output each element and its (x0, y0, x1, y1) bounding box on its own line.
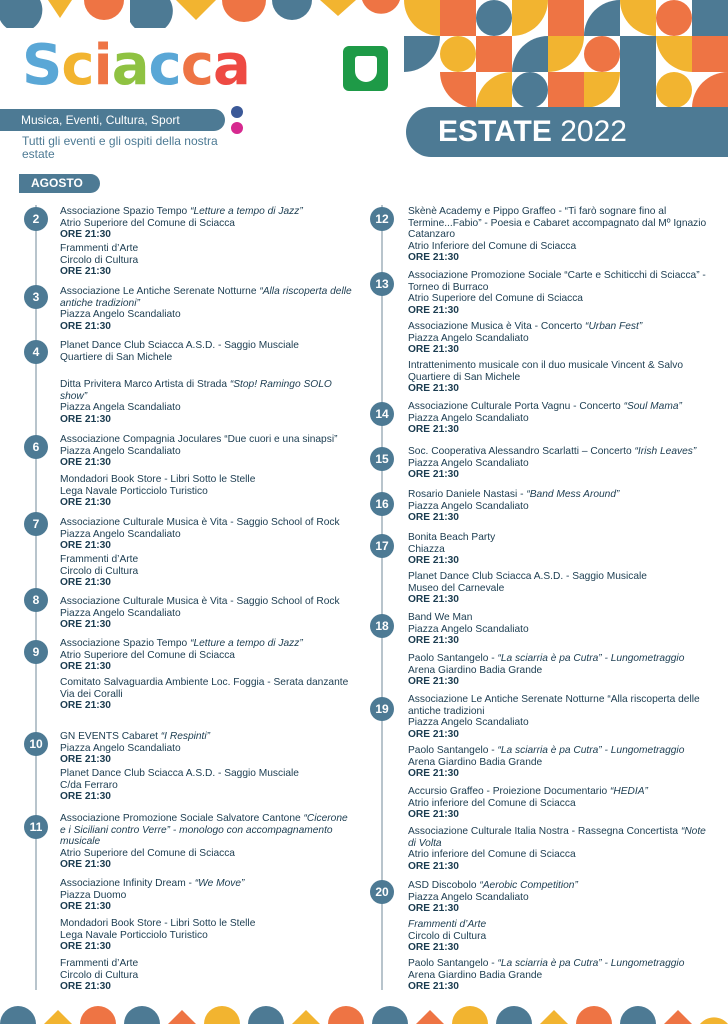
event-title-text: Mondadori Book Store - Libri Sotto le Stelle (60, 474, 256, 485)
event-item (408, 206, 713, 264)
event-title-text: Paolo Santangelo - (408, 745, 498, 756)
event-title (408, 826, 713, 849)
event-location: Atrio Superiore del Comune di Sciacca (408, 293, 583, 305)
event-location: Atrio Superiore del Comune di Sciacca (60, 217, 235, 229)
instagram-icon[interactable] (231, 122, 243, 134)
logo-letter: c (180, 33, 213, 98)
decorative-pattern-top (0, 0, 400, 28)
event-title-italic: “Letture a tempo di Jazz” (190, 206, 303, 217)
event-time: ORE 21:30 (408, 809, 459, 821)
event-item (408, 826, 713, 872)
sciacca-logo (22, 33, 250, 98)
event-time: ORE 21:30 (60, 540, 111, 552)
event-item (60, 206, 355, 241)
event-location: Atrio Superiore del Comune di Sciacca (60, 649, 235, 661)
event-location: Piazza Angelo Scandaliato (60, 607, 181, 619)
event-time: ORE 21:30 (60, 700, 111, 712)
event-title (408, 919, 713, 931)
event-item (60, 677, 355, 712)
event-title-text: Frammenti d’Arte (60, 554, 139, 565)
event-item (408, 745, 713, 780)
day-badge: 2 (24, 207, 48, 231)
event-item (408, 919, 713, 954)
event-title-text: Frammenti d’Arte (60, 243, 139, 254)
event-title (60, 554, 355, 566)
event-location: Via dei Coralli (60, 688, 123, 700)
event-title-text: Accursio Graffeo - Proiezione Documentario (408, 786, 610, 797)
event-item (408, 532, 713, 567)
event-time: ORE 21:30 (60, 266, 111, 278)
event-title (60, 638, 355, 650)
event-title (408, 745, 713, 757)
event-title-text: Associazione Infinity Dream - (60, 878, 195, 889)
event-title (60, 206, 355, 218)
tagline: Musica, Eventi, Cultura, Sport (0, 109, 225, 131)
event-location: Piazza Angelo Scandaliato (408, 717, 529, 729)
event-item (60, 596, 355, 631)
event-item (408, 612, 713, 647)
event-item (60, 243, 355, 278)
event-item (408, 880, 713, 915)
event-item (60, 918, 355, 953)
event-title-text: Paolo Santangelo - (408, 958, 498, 969)
event-title (60, 813, 355, 848)
event-time: ORE 21:30 (60, 661, 111, 673)
day-badge: 10 (24, 732, 48, 756)
event-title (60, 434, 355, 446)
event-title-text: ASD Discobolo (408, 880, 480, 891)
event-title-text: Associazione Promozione Sociale Salvatore Cantone (60, 813, 304, 824)
event-title (60, 768, 355, 780)
event-title-italic: “Alla riscoperta delle antiche tradizioni” (60, 286, 352, 309)
event-location: Atrio Inferiore del Comune di Sciacca (408, 240, 577, 252)
event-title (408, 489, 713, 501)
event-item (60, 554, 355, 589)
event-title (408, 786, 713, 798)
event-title-text: Associazione Compagnia Joculares “Due cuori e una sinapsi” (60, 434, 338, 445)
event-time: ORE 21:30 (408, 555, 459, 567)
estate-word: ESTATE (438, 115, 552, 148)
event-time: ORE 21:30 (408, 981, 459, 993)
logo-letter: i (93, 33, 112, 98)
event-time: ORE 21:30 (408, 304, 459, 316)
event-time: ORE 21:30 (408, 469, 459, 481)
event-title-text: Planet Dance Club Sciacca A.S.D. - Saggio Musciale (60, 768, 299, 779)
day-badge: 7 (24, 512, 48, 536)
event-title (408, 360, 713, 372)
event-title-italic: “Letture a tempo di Jazz” (190, 638, 303, 649)
event-title (60, 286, 355, 309)
event-title-text: Mondadori Book Store - Libri Sotto le Stelle (60, 918, 256, 929)
day-badge: 14 (370, 402, 394, 426)
event-time: ORE 21:30 (60, 457, 111, 469)
estate-banner (406, 107, 728, 157)
event-title-text: GN EVENTS Cabaret (60, 731, 161, 742)
event-title (408, 571, 713, 583)
decorative-pattern-bottom (0, 1006, 728, 1024)
logo-letter: S (22, 33, 62, 98)
event-item (60, 638, 355, 673)
event-item (60, 731, 355, 766)
event-item (408, 958, 713, 993)
day-badge: 3 (24, 285, 48, 309)
event-title (408, 532, 713, 544)
event-item (408, 653, 713, 688)
event-title-text: Soc. Cooperativa Alessandro Scarlatti – Concerto (408, 446, 635, 457)
event-item (408, 321, 713, 356)
event-location: Quartiere di San Michele (408, 371, 521, 383)
event-item (60, 517, 355, 552)
day-badge: 12 (370, 207, 394, 231)
event-title-italic: “We Move” (194, 878, 245, 889)
event-title-text: Associazione Promozione Sociale “Carte e Schiticchi di Sciacca” - Torneo di Burraco (408, 270, 706, 293)
event-title (408, 653, 713, 665)
day-badge: 6 (24, 435, 48, 459)
month-label: AGOSTO (19, 174, 100, 193)
event-title-italic: “Aerobic Competition” (479, 880, 578, 891)
event-time: ORE 21:30 (60, 901, 111, 913)
event-title-text: Associazione Le Antiche Serenate Notturne “Alla riscoperta delle antiche tradizioni (408, 694, 700, 717)
subtitle: Tutti gli eventi e gli ospiti della nostra estate (22, 134, 218, 161)
event-time: ORE 21:30 (60, 619, 111, 631)
event-location: C/da Ferraro (60, 779, 118, 791)
event-title-text: Associazione Culturale Porta Vagnu - Concerto (408, 401, 624, 412)
event-title-italic: “Soul Mama” (623, 401, 682, 412)
event-location: Piazza Angelo Scandaliato (408, 623, 529, 635)
event-title-text: Frammenti d’Arte (60, 958, 139, 969)
event-location: Quartiere di San Michele (60, 351, 173, 363)
event-item (60, 286, 355, 332)
event-title-text: Band We Man (408, 612, 473, 623)
event-time: ORE 21:30 (60, 577, 111, 589)
event-time: ORE 21:30 (60, 754, 111, 766)
event-title (408, 401, 713, 413)
day-badge: 11 (24, 815, 48, 839)
event-title-italic: “La sciarria è pa Cutra” - Lungometraggio (497, 958, 685, 969)
event-item (408, 401, 713, 436)
event-item (408, 571, 713, 606)
event-item (408, 360, 713, 395)
event-title (60, 474, 355, 486)
event-item (60, 958, 355, 993)
event-title (60, 731, 355, 743)
event-time: ORE 21:30 (408, 594, 459, 606)
event-title (60, 340, 355, 352)
event-item (408, 489, 713, 524)
event-location: Lega Navale Porticciolo Turistico (60, 485, 208, 497)
event-title (408, 270, 713, 293)
event-title-italic: “Cicerone e i Siciliani contro Verre” - monologo con accompagnamento musicale (60, 813, 348, 848)
day-badge: 16 (370, 492, 394, 516)
event-title-text: Planet Dance Club Sciacca A.S.D. - Saggio Musciale (60, 340, 299, 351)
event-title-text: Associazione Spazio Tempo (60, 206, 191, 217)
event-location: Circolo di Cultura (60, 254, 139, 266)
event-title-text: Skènè Academy e Pippo Graffeo - “Ti farò sognare fino al Termine...Fabio” - Poesia e Cabaret accompagnato dal Mº Ignazio Catanzaro (408, 206, 707, 241)
event-location: Museo del Carnevale (408, 582, 505, 594)
event-time: ORE 21:30 (408, 728, 459, 740)
event-title-text: Ditta Privitera Marco Artista di Strada (60, 379, 230, 390)
event-title-text: Bonita Beach Party (408, 532, 496, 543)
event-item (60, 474, 355, 509)
event-time: ORE 21:30 (408, 512, 459, 524)
event-title-italic: “La sciarria è pa Cutra” - Lungometraggio (497, 653, 685, 664)
event-title (60, 596, 355, 608)
decorative-pattern-right (404, 0, 728, 108)
event-title-text: Associazione Musica è Vita - Concerto (408, 321, 586, 332)
event-title-italic: “HEDIA” (609, 786, 648, 797)
event-time: ORE 21:30 (408, 942, 459, 954)
day-badge: 4 (24, 340, 48, 364)
event-location: Piazza Angela Scandaliato (60, 402, 181, 414)
day-badge: 15 (370, 447, 394, 471)
event-location: Piazza Angelo Scandaliato (408, 457, 529, 469)
day-badge: 13 (370, 272, 394, 296)
event-time: ORE 21:30 (408, 252, 459, 264)
event-title (60, 243, 355, 255)
event-title-text: Associazione Culturale Musica è Vita - Saggio School of Rock (60, 517, 340, 528)
event-title (60, 677, 355, 689)
event-time: ORE 21:30 (408, 635, 459, 647)
event-time: ORE 21:30 (408, 768, 459, 780)
day-badge: 17 (370, 534, 394, 558)
event-item (60, 878, 355, 913)
event-title-text: Planet Dance Club Sciacca A.S.D. - Saggio Musicale (408, 571, 647, 582)
event-location: Atrio inferiore del Comune di Sciacca (408, 797, 576, 809)
event-location: Piazza Angelo Scandaliato (60, 445, 181, 457)
event-item (408, 446, 713, 481)
event-title-text: Intrattenimento musicale con il duo musicale Vincent & Salvo (408, 360, 684, 371)
event-title (60, 958, 355, 970)
event-item (60, 768, 355, 803)
event-time: ORE 21:30 (60, 497, 111, 509)
event-time: ORE 21:30 (408, 383, 459, 395)
event-title-text: Paolo Santangelo - (408, 653, 498, 664)
event-title-italic: “Irish Leaves” (634, 446, 697, 457)
event-item (60, 813, 355, 871)
event-location: Circolo di Cultura (60, 969, 139, 981)
event-item (408, 786, 713, 821)
estate-year: 2022 (560, 115, 627, 148)
event-location: Circolo di Cultura (60, 565, 139, 577)
event-time: ORE 21:30 (60, 320, 111, 332)
event-title-text: Associazione Spazio Tempo (60, 638, 191, 649)
event-item (60, 434, 355, 469)
event-time: ORE 21:30 (408, 676, 459, 688)
event-location: Arena Giardino Badia Grande (408, 664, 543, 676)
event-title (408, 880, 713, 892)
event-time: ORE 21:30 (60, 413, 111, 425)
event-location: Piazza Angelo Scandaliato (408, 500, 529, 512)
event-item (408, 694, 713, 740)
city-emblem-icon (343, 46, 388, 91)
event-location: Piazza Angelo Scandaliato (408, 891, 529, 903)
event-title-text: Comitato Salvaguardia Ambiente Loc. Foggia - Serata danzante (60, 677, 349, 688)
event-location: Piazza Angelo Scandaliato (408, 412, 529, 424)
event-title-italic: Frammenti d’Arte (408, 919, 487, 930)
logo-letter: c (61, 33, 94, 98)
event-title (408, 446, 713, 458)
event-time: ORE 21:30 (60, 791, 111, 803)
event-title (60, 517, 355, 529)
day-badge: 19 (370, 697, 394, 721)
event-location: Circolo di Cultura (408, 930, 487, 942)
facebook-icon[interactable] (231, 106, 243, 118)
event-time: ORE 21:30 (60, 859, 111, 871)
event-title (408, 694, 713, 717)
event-title-text: Associazione Le Antiche Serenate Notturne (60, 286, 260, 297)
event-location: Piazza Angelo Scandaliato (408, 332, 529, 344)
event-title (408, 958, 713, 970)
event-time: ORE 21:30 (408, 903, 459, 915)
timeline-right (381, 205, 383, 990)
logo-letter: a (212, 33, 250, 98)
event-location: Atrio inferiore del Comune di Sciacca (408, 849, 576, 861)
event-title-text: Associazione Culturale Musica è Vita - Saggio School of Rock (60, 596, 340, 607)
event-time: ORE 21:30 (60, 229, 111, 241)
event-location: Arena Giardino Badia Grande (408, 969, 543, 981)
event-title-italic: “Stop! Ramingo SOLO show” (60, 379, 332, 402)
logo-letter: c (148, 33, 181, 98)
event-title-italic: “Band Mess Around” (526, 489, 620, 500)
event-time: ORE 21:30 (60, 941, 111, 953)
event-location: Piazza Duomo (60, 889, 127, 901)
event-title-italic: “La sciarria è pa Cutra” - Lungometraggio (497, 745, 685, 756)
event-title-italic: “Note di Volta (408, 826, 706, 849)
event-time: ORE 21:30 (408, 344, 459, 356)
event-title (60, 878, 355, 890)
event-location: Lega Navale Porticciolo Turistico (60, 929, 208, 941)
event-title-italic: “I Respinti” (160, 731, 211, 742)
event-location: Piazza Angelo Scandaliato (60, 309, 181, 321)
event-time: ORE 21:30 (60, 981, 111, 993)
event-title (60, 918, 355, 930)
event-location: Piazza Angelo Scandaliato (60, 742, 181, 754)
event-location: Arena Giardino Badia Grande (408, 756, 543, 768)
event-item (60, 340, 355, 363)
day-badge: 20 (370, 880, 394, 904)
event-title (408, 321, 713, 333)
day-badge: 9 (24, 640, 48, 664)
logo-letter: a (111, 33, 149, 98)
event-title-text: Associazione Culturale Italia Nostra - Rassegna Concertista (408, 826, 681, 837)
event-time: ORE 21:30 (408, 424, 459, 436)
event-time: ORE 21:30 (408, 860, 459, 872)
day-badge: 8 (24, 588, 48, 612)
event-title (408, 206, 713, 241)
event-title (408, 612, 713, 624)
event-location: Piazza Angelo Scandaliato (60, 528, 181, 540)
event-title-text: Rosario Daniele Nastasi - (408, 489, 527, 500)
event-title-italic: “Urban Fest” (585, 321, 643, 332)
day-badge: 18 (370, 614, 394, 638)
event-item (60, 379, 355, 425)
event-location: Chiazza (408, 543, 445, 555)
event-item (408, 270, 713, 316)
event-location: Atrio Superiore del Comune di Sciacca (60, 847, 235, 859)
event-title (60, 379, 355, 402)
